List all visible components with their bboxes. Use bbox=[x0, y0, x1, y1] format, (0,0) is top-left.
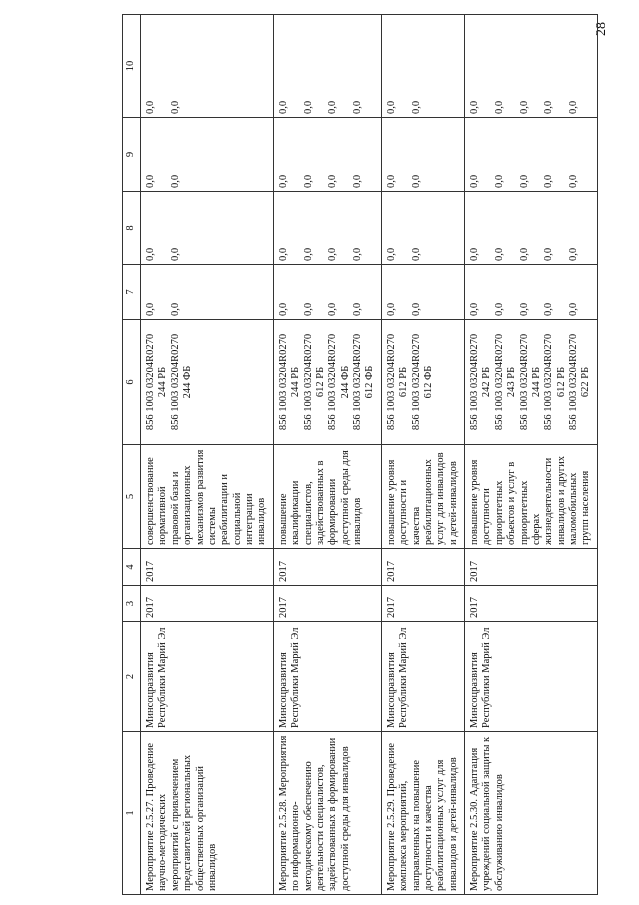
column-header: 3 bbox=[123, 586, 141, 622]
budget-code-line: 244 ФБ bbox=[339, 365, 351, 399]
amount-value bbox=[580, 121, 592, 188]
amount-value bbox=[556, 268, 568, 316]
amount-value bbox=[364, 268, 376, 316]
amount-value: 0,0 bbox=[169, 247, 181, 261]
budget-code-line: 856 1003 03204R0270 bbox=[352, 333, 363, 431]
table-row bbox=[273, 15, 381, 895]
cell-c4 bbox=[273, 549, 381, 586]
cell-c7 bbox=[141, 265, 274, 320]
cell-c9 bbox=[465, 118, 598, 192]
column-header: 2 bbox=[123, 622, 141, 732]
amount-value bbox=[423, 121, 435, 188]
cell-c1 bbox=[141, 732, 274, 895]
amount-value: 0,0 bbox=[327, 174, 339, 188]
amount-value bbox=[423, 268, 435, 316]
cell-c1 bbox=[465, 732, 598, 895]
budget-code-line: 612 РБ bbox=[555, 366, 567, 398]
amount-value: 0,0 bbox=[410, 247, 422, 261]
amount-value: 0,0 bbox=[469, 100, 480, 114]
budget-code-line: 856 1003 03204R0270 bbox=[302, 333, 314, 431]
cell-c3 bbox=[465, 586, 598, 622]
amount-value: 0,0 bbox=[469, 174, 480, 188]
budget-code-line: 856 1003 03204R0270 bbox=[543, 333, 555, 431]
table-row bbox=[141, 15, 274, 895]
amount-value: 0,0 bbox=[352, 174, 363, 188]
amount-value: 0,0 bbox=[327, 247, 339, 261]
amount-value bbox=[531, 268, 543, 316]
amount-value: 0,0 bbox=[493, 100, 505, 114]
amount-value: 0,0 bbox=[385, 174, 397, 188]
cell-c1 bbox=[381, 732, 464, 895]
amount-value: 0,0 bbox=[277, 174, 289, 188]
amount-value: 0,0 bbox=[277, 247, 289, 261]
cell-c6 bbox=[141, 320, 274, 445]
cell-c2 bbox=[273, 622, 381, 732]
amount-value bbox=[315, 18, 327, 114]
amount-value: 0,0 bbox=[352, 302, 363, 316]
amount-value bbox=[506, 121, 518, 188]
amount-value: 0,0 bbox=[277, 100, 289, 114]
amount-value bbox=[315, 121, 327, 188]
cell-text: 2017 bbox=[277, 561, 289, 582]
table-body bbox=[141, 15, 598, 895]
amount-value: 0,0 bbox=[568, 247, 579, 261]
amount-value: 0,0 bbox=[518, 302, 530, 316]
cell-c6 bbox=[465, 320, 598, 445]
amount-value bbox=[157, 195, 169, 261]
amount-value: 0,0 bbox=[518, 247, 530, 261]
amount-value: 0,0 bbox=[302, 302, 314, 316]
cell-text: 2017 bbox=[277, 597, 289, 618]
amount-value bbox=[157, 121, 169, 188]
budget-code-line: 244 ФБ bbox=[182, 365, 194, 399]
amount-value: 0,0 bbox=[543, 247, 555, 261]
budget-code-line: 856 1003 03204R0270 bbox=[469, 333, 480, 431]
amount-value bbox=[506, 18, 518, 114]
amount-value: 0,0 bbox=[277, 302, 289, 316]
amount-value bbox=[531, 18, 543, 114]
budget-code-line: 856 1003 03204R0270 bbox=[568, 333, 579, 431]
amount-value: 0,0 bbox=[327, 302, 339, 316]
amount-value: 0,0 bbox=[352, 100, 363, 114]
column-header: 1 bbox=[123, 732, 141, 895]
column-header: 9 bbox=[123, 118, 141, 192]
amount-value bbox=[315, 268, 327, 316]
budget-code-line: 243 РБ bbox=[506, 366, 518, 398]
amount-value: 0,0 bbox=[385, 247, 397, 261]
budget-code-line: 612 ФБ bbox=[364, 365, 376, 399]
amount-value bbox=[364, 195, 376, 261]
amount-value: 0,0 bbox=[493, 302, 505, 316]
column-header: 8 bbox=[123, 192, 141, 265]
amount-value bbox=[398, 18, 410, 114]
amount-value bbox=[290, 121, 302, 188]
amount-value bbox=[364, 121, 376, 188]
amount-value bbox=[556, 195, 568, 261]
amount-value: 0,0 bbox=[145, 302, 156, 316]
amount-value bbox=[340, 268, 352, 316]
column-number-row bbox=[123, 15, 141, 895]
cell-text: 2017 bbox=[469, 561, 480, 582]
amount-value: 0,0 bbox=[169, 174, 181, 188]
amount-value: 0,0 bbox=[169, 302, 181, 316]
cell-c4 bbox=[381, 549, 464, 586]
amount-value bbox=[423, 18, 435, 114]
cell-c5 bbox=[381, 445, 464, 549]
cell-text: повышение уровня доступности и качества реабилитационных услуг для инвалидов и детей-инвалидов bbox=[385, 452, 459, 545]
cell-c3 bbox=[141, 586, 274, 622]
amount-value: 0,0 bbox=[568, 302, 579, 316]
amount-value bbox=[157, 268, 169, 316]
budget-code-line: 244 РБ bbox=[290, 366, 302, 398]
table-row bbox=[465, 15, 598, 895]
budget-code-line: 856 1003 03204R0270 bbox=[327, 333, 339, 431]
cell-c6 bbox=[381, 320, 464, 445]
budget-code-line: 856 1003 03204R0270 bbox=[169, 333, 181, 431]
amount-value: 0,0 bbox=[302, 100, 314, 114]
cell-c8 bbox=[141, 192, 274, 265]
amount-value: 0,0 bbox=[145, 100, 156, 114]
cell-text: Минсоцразвития Республики Марий Эл bbox=[469, 627, 493, 728]
amount-value bbox=[340, 121, 352, 188]
amount-value: 0,0 bbox=[469, 247, 480, 261]
amount-value bbox=[556, 18, 568, 114]
cell-c10 bbox=[465, 15, 598, 118]
amount-value: 0,0 bbox=[493, 174, 505, 188]
rotated-table-container bbox=[122, 15, 639, 895]
amount-value: 0,0 bbox=[302, 247, 314, 261]
cell-text: Минсоцразвития Республики Марий Эл bbox=[145, 627, 169, 728]
cell-text: 2017 bbox=[145, 597, 156, 618]
cell-c9 bbox=[141, 118, 274, 192]
cell-c4 bbox=[465, 549, 598, 586]
cell-text: повышение уровня доступности приоритетных объектов и услуг в приоритетных сферах жизнедеятельности инвалидов и других маломобильных групп населения bbox=[469, 456, 592, 545]
cell-c5 bbox=[273, 445, 381, 549]
amount-value bbox=[340, 18, 352, 114]
amount-value: 0,0 bbox=[410, 174, 422, 188]
amount-value: 0,0 bbox=[469, 302, 480, 316]
amount-value bbox=[531, 121, 543, 188]
budget-code-line: 856 1003 03204R0270 bbox=[277, 333, 289, 431]
amount-value: 0,0 bbox=[327, 100, 339, 114]
cell-c3 bbox=[381, 586, 464, 622]
cell-text: 2017 bbox=[469, 597, 480, 618]
amount-value: 0,0 bbox=[385, 302, 397, 316]
budget-code-line: 612 РБ bbox=[314, 366, 326, 398]
amount-value: 0,0 bbox=[543, 302, 555, 316]
amount-value: 0,0 bbox=[518, 174, 530, 188]
cell-text: 2017 bbox=[145, 561, 156, 582]
amount-value bbox=[290, 18, 302, 114]
cell-text: Минсоцразвития Республики Марий Эл bbox=[385, 627, 410, 728]
amount-value bbox=[315, 195, 327, 261]
amount-value bbox=[580, 268, 592, 316]
amount-value: 0,0 bbox=[493, 247, 505, 261]
amount-value bbox=[580, 195, 592, 261]
budget-code-line: 856 1003 03204R0270 bbox=[493, 333, 505, 431]
amount-value: 0,0 bbox=[543, 100, 555, 114]
amount-value: 0,0 bbox=[543, 174, 555, 188]
amount-value bbox=[506, 268, 518, 316]
cell-c10 bbox=[381, 15, 464, 118]
cell-c10 bbox=[273, 15, 381, 118]
amount-value: 0,0 bbox=[410, 302, 422, 316]
column-header: 6 bbox=[123, 320, 141, 445]
budget-code-line: 622 РБ bbox=[580, 366, 592, 398]
amount-value bbox=[423, 195, 435, 261]
budget-code-line: 856 1003 03204R0270 bbox=[385, 333, 397, 431]
amount-value: 0,0 bbox=[568, 174, 579, 188]
column-header: 10 bbox=[123, 15, 141, 118]
amount-value bbox=[556, 121, 568, 188]
budget-code-line: 242 РБ bbox=[481, 366, 493, 398]
cell-c7 bbox=[381, 265, 464, 320]
cell-c5 bbox=[141, 445, 274, 549]
amount-value: 0,0 bbox=[169, 100, 181, 114]
amount-value bbox=[481, 268, 493, 316]
amount-value bbox=[157, 18, 169, 114]
amount-value bbox=[398, 121, 410, 188]
amount-value: 0,0 bbox=[145, 247, 156, 261]
amount-value: 0,0 bbox=[385, 100, 397, 114]
column-header: 5 bbox=[123, 445, 141, 549]
amount-value: 0,0 bbox=[145, 174, 156, 188]
cell-c1 bbox=[273, 732, 381, 895]
budget-code-line: 856 1003 03204R0270 bbox=[518, 333, 530, 431]
cell-c7 bbox=[465, 265, 598, 320]
cell-c7 bbox=[273, 265, 381, 320]
cell-c9 bbox=[381, 118, 464, 192]
amount-value bbox=[398, 195, 410, 261]
budget-code-line: 244 РБ bbox=[530, 366, 542, 398]
column-header: 4 bbox=[123, 549, 141, 586]
cell-c4 bbox=[141, 549, 274, 586]
budget-code-line: 612 ФБ bbox=[422, 365, 434, 399]
amount-value: 0,0 bbox=[352, 247, 363, 261]
cell-text: Мероприятие 2.5.30. Адаптация учреждений социальной защиты к обслуживанию инвалидов bbox=[469, 736, 505, 891]
cell-text: Мероприятие 2.5.29. Проведение комплекса мероприятий, направленных на повышение доступности и качества реабилитационных услуг для инвалидов и детей-инвалидов bbox=[385, 742, 459, 891]
amount-value: 0,0 bbox=[302, 174, 314, 188]
budget-code-line: 244 РБ bbox=[157, 366, 169, 398]
amount-value bbox=[182, 268, 194, 316]
cell-text: Мероприятие 2.5.28. Мероприятия по информационно-методическому обеспечению деятельности специалистов, задействованных в формировании доступной среды для инвалидов bbox=[277, 735, 351, 891]
amount-value bbox=[398, 268, 410, 316]
cell-c2 bbox=[465, 622, 598, 732]
amount-value bbox=[182, 121, 194, 188]
amount-value bbox=[364, 18, 376, 114]
amount-value bbox=[290, 268, 302, 316]
amount-value: 0,0 bbox=[568, 100, 579, 114]
measures-table bbox=[122, 14, 598, 895]
amount-value bbox=[580, 18, 592, 114]
cell-c2 bbox=[381, 622, 464, 732]
amount-value bbox=[340, 195, 352, 261]
amount-value bbox=[481, 195, 493, 261]
cell-c8 bbox=[273, 192, 381, 265]
cell-text: Минсоцразвития Республики Марий Эл bbox=[277, 627, 302, 728]
budget-code-line: 856 1003 03204R0270 bbox=[145, 333, 156, 431]
cell-text: 2017 bbox=[385, 561, 397, 582]
cell-text: совершенствование нормативной правовой базы и организационных механизмов развития системы реабилитации и социальной интеграции инвалидов bbox=[145, 449, 268, 545]
amount-value bbox=[481, 18, 493, 114]
cell-c2 bbox=[141, 622, 274, 732]
amount-value: 0,0 bbox=[518, 100, 530, 114]
cell-text: 2017 bbox=[385, 597, 397, 618]
amount-value bbox=[531, 195, 543, 261]
cell-text: повышение квалификации специалистов, задействованных в формировании доступной среды для инвалидов bbox=[277, 450, 363, 545]
cell-c8 bbox=[381, 192, 464, 265]
amount-value bbox=[481, 121, 493, 188]
budget-code-line: 612 РБ bbox=[398, 366, 410, 398]
cell-c6 bbox=[273, 320, 381, 445]
cell-c3 bbox=[273, 586, 381, 622]
amount-value bbox=[290, 195, 302, 261]
cell-c9 bbox=[273, 118, 381, 192]
cell-text: Мероприятие 2.5.27. Проведение научно-методических мероприятий с привлечением представителей региональных общественных организаций инвалидов bbox=[145, 742, 218, 891]
amount-value bbox=[182, 18, 194, 114]
amount-value: 0,0 bbox=[410, 100, 422, 114]
cell-c5 bbox=[465, 445, 598, 549]
column-header: 7 bbox=[123, 265, 141, 320]
cell-c8 bbox=[465, 192, 598, 265]
amount-value bbox=[182, 195, 194, 261]
table-row bbox=[381, 15, 464, 895]
budget-code-line: 856 1003 03204R0270 bbox=[410, 333, 422, 431]
cell-c10 bbox=[141, 15, 274, 118]
page-number: 28 bbox=[594, 22, 609, 36]
amount-value bbox=[506, 195, 518, 261]
